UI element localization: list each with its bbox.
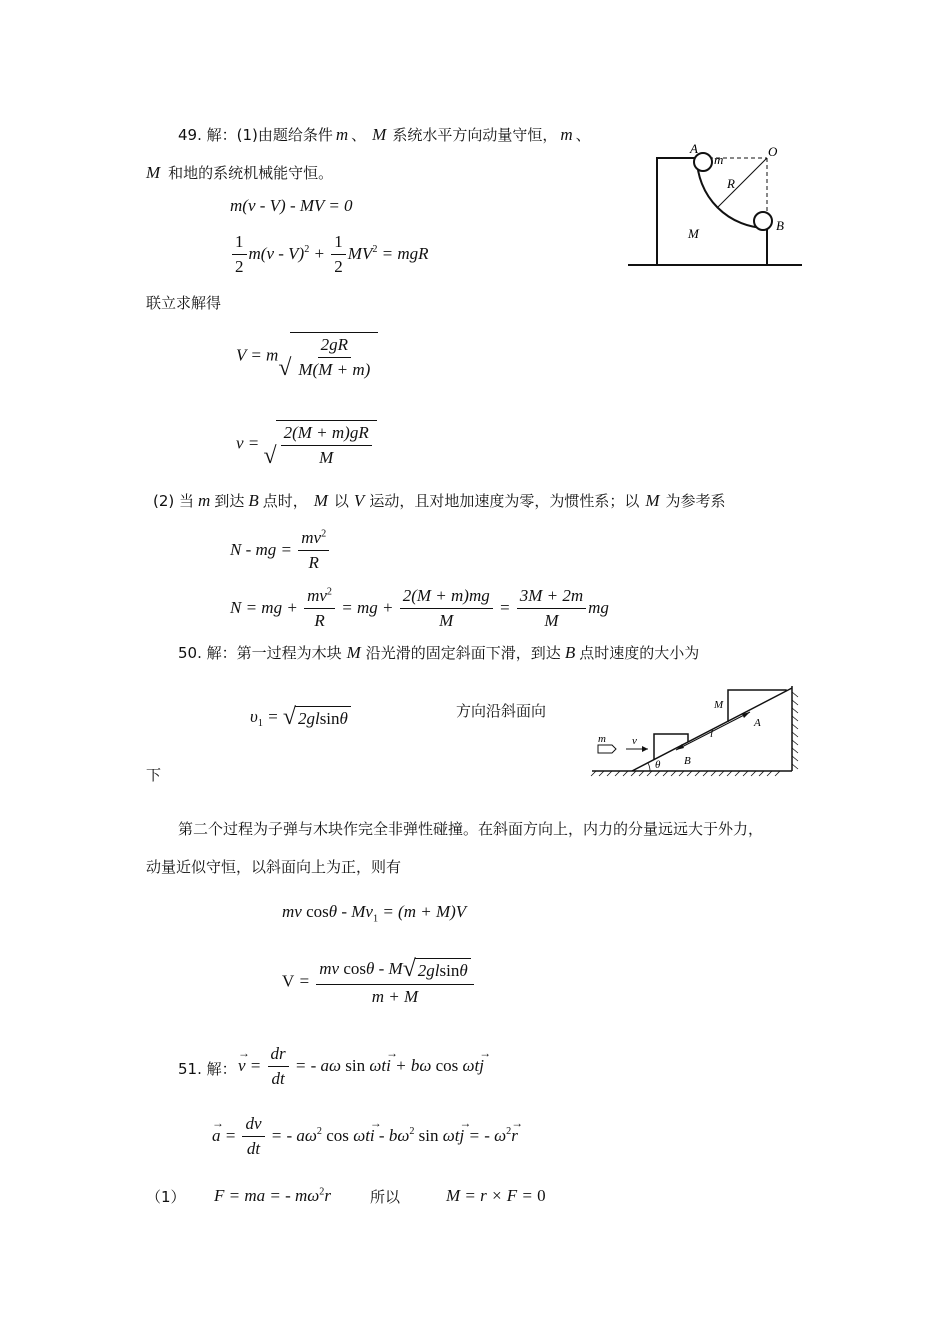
fig49-ball-B: [754, 212, 772, 230]
eq51-M: M = r × F = 0: [446, 1186, 546, 1205]
p50-M: M: [346, 643, 361, 662]
p50-mid: 沿光滑的固定斜面下滑，到达: [365, 644, 561, 662]
eq50-momentum: mv $\cos\theta - Mv_1 = (m + M)V$: [282, 902, 467, 925]
fig50-velocity-head: [642, 746, 648, 752]
p51-suoyi: 所以: [370, 1188, 401, 1206]
eq49-momentum: m(v - V) - MV = 0: [230, 196, 353, 215]
fig49-label-O: O: [768, 144, 778, 159]
p50-second-line1: 第二个过程为子弹与木块作完全非弹性碰撞。在斜面方向上，内力的分量远远大于外力，: [178, 820, 764, 838]
fig50-label-A: A: [754, 717, 761, 729]
p50-direction-wrap: 下: [146, 766, 162, 784]
eq50-V: V = mv cosθ - M √ 2gl sin θ m + M: [282, 958, 476, 1007]
p49-part2-c: 点时，: [262, 492, 308, 510]
eq51-a: → a = $\frac{dv}{dt}$ = - $a\omega^2$ $\cos \omega t\to i - b\omega^2$ sin ωt→ j = - $\omega^2\to r$: [212, 1114, 518, 1160]
fig49-label-B: B: [776, 218, 784, 233]
fig50-label-l: l: [710, 728, 714, 740]
eq51-v: → v = $\frac{dr}{dt}$ = - aω sin ωt→ i + bω cos ωt→ j: [238, 1044, 484, 1090]
fig50-angle-arc: [648, 763, 650, 771]
p49-sep2: 、: [575, 126, 591, 144]
p49-part2-B: B: [248, 491, 259, 510]
p50-intro-line: [178, 642, 699, 663]
p49-lianli: 联立求解得: [146, 294, 222, 312]
eq49-N-mg: N - mg = $\frac{mv^2}{R}$: [230, 528, 331, 574]
p49-m2: m: [560, 125, 573, 144]
p50-B: B: [564, 643, 576, 662]
p49-tail: 和地的系统机械能守恒。: [168, 164, 334, 182]
p49-part2-M1: M: [313, 491, 328, 510]
figure-50: [590, 682, 805, 777]
p49-part2-line: [153, 490, 726, 511]
eq50-v1: $\upsilon_1$ = √ 2gl sin θ: [250, 706, 351, 730]
p50-tail: 点时速度的大小为: [579, 644, 700, 662]
p49-part2-d: 以: [333, 492, 349, 510]
p49-part2-a: (2) 当: [153, 492, 195, 510]
p49-part2-V: V: [353, 491, 365, 510]
fig49-label-m: m: [714, 152, 724, 167]
p49-part2-M2: M: [645, 491, 660, 510]
p49-M2: M: [146, 163, 161, 182]
fig50-label-m: m: [598, 733, 606, 745]
p49-sep1: 、: [351, 126, 367, 144]
p51-head: 51. 解：: [178, 1060, 237, 1078]
eq49-v: v = √ $\frac{2(M + m)gR}{M}$: [236, 420, 377, 469]
eq49-energy: $\frac{1}{2}$ m(v - V)$^2$ + $\frac{1}{2}$ $MV^2$ = mgR: [230, 232, 429, 278]
p49-part2-e: 运动，且对地加速度为零，为惯性系；以: [369, 492, 640, 510]
p49-part2-m: m: [198, 491, 211, 510]
p49-intro-line: [178, 124, 591, 145]
eq49-N: N = mg + $\frac{mv^2}{R}$ = mg + $\frac{2(M + m)mg}{M}$ = $\frac{3M + 2m}{M}$ mg: [230, 586, 609, 631]
fig50-wall-hatch: [792, 692, 798, 769]
figure-49: [620, 140, 810, 275]
p51-item1: （1）: [146, 1188, 186, 1206]
p50-direction: 方向沿斜面向: [456, 702, 547, 720]
p49-mid: 系统水平方向动量守恒，: [392, 126, 558, 144]
p50-head: 50. 解：第一过程为木块: [178, 644, 342, 662]
p50-second-line2: 动量近似守恒，以斜面向上为正，则有: [146, 858, 402, 876]
fig50-bullet: [598, 745, 616, 753]
fig50-label-theta: θ: [655, 759, 661, 771]
p49-M1: M: [372, 125, 387, 144]
fig50-label-B: B: [684, 755, 691, 767]
p49-head: 49. 解：(1)由题给条件: [178, 126, 333, 144]
fig50-label-M: M: [714, 699, 724, 711]
fig50-label-v: v: [632, 735, 637, 747]
fig49-label-M: M: [688, 226, 699, 241]
p49-part2-b: 到达: [214, 492, 245, 510]
eq51-F: F = ma = - $m\omega^2r$: [214, 1186, 332, 1205]
p49-part2-f: 为参考系: [665, 492, 726, 510]
eq49-V: V = m √ $\frac{2gR}{M(M + m)}$: [236, 332, 378, 381]
fig49-label-R: R: [727, 176, 735, 191]
fig49-radius: [717, 158, 767, 208]
p49-m1: m: [335, 125, 349, 144]
p49-intro-line2: [146, 162, 333, 183]
fig49-label-A: A: [690, 141, 698, 156]
